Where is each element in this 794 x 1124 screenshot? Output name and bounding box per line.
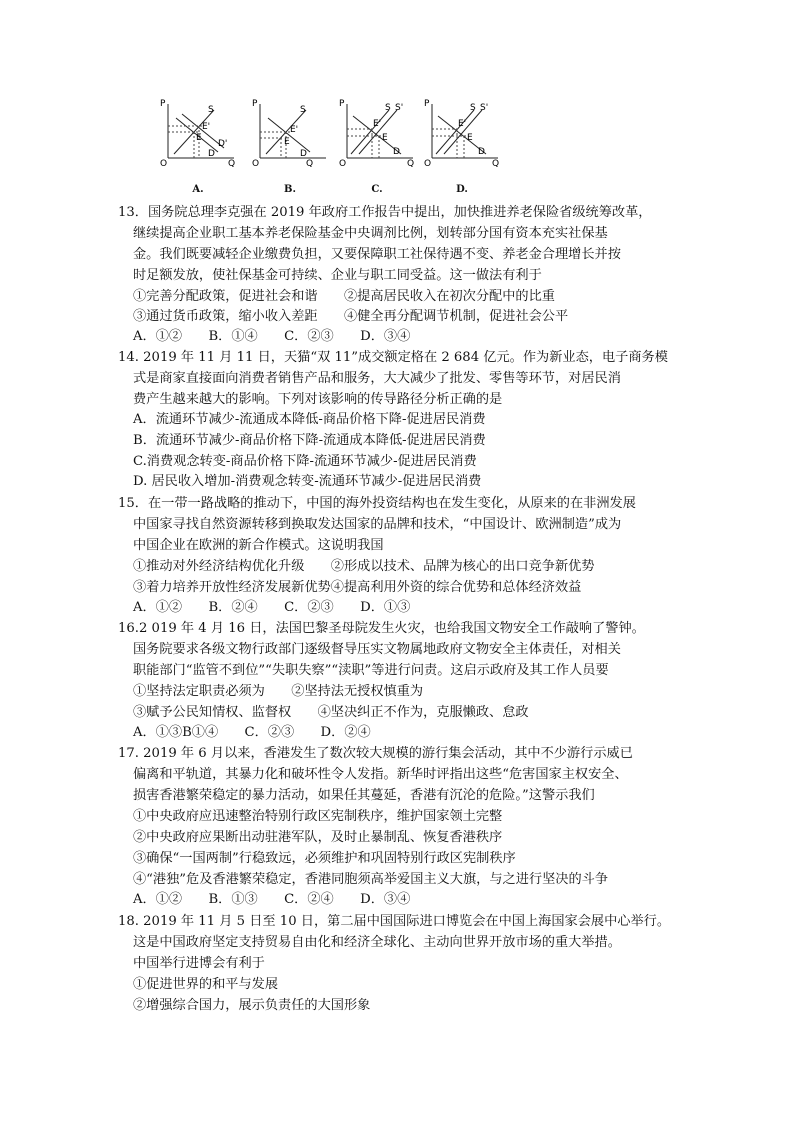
graph-d: [422, 96, 502, 196]
q13-line-3: 金。我们既要减轻企业缴费负担，又要保障职工社保待遇不变、养老金合理增长并按: [133, 247, 621, 262]
point-e-label: E: [467, 133, 473, 143]
q17-option-3: ③确保“一国两制”行稳致远，必须维护和巩固特别行政区宪制秩序: [133, 851, 516, 866]
point-e2-label: E': [458, 119, 467, 129]
demand-label: D: [393, 147, 400, 157]
q18-line-2: 这是中国政府坚定支持贸易自由化和经济全球化、主动向世界开放市场的重大举措。: [133, 935, 621, 950]
supply-label: S: [300, 105, 306, 115]
q18-line-1: 18. 2019 年 11 月 5 日至 10 日，第二届中国国际进口博览会在中国上海国家会展中心举行。: [118, 914, 671, 929]
q13-answers: A．①② B．①④ C．②③ D．③④: [133, 329, 411, 344]
graph-b-caption: B.: [284, 184, 296, 195]
origin-label: O: [252, 159, 260, 169]
q14-line-1: 14. 2019 年 11 月 11 日，天猫“双 11”成交额定格在 2 684 亿元。作为新业态，电子商务模: [118, 350, 668, 365]
graph-c-caption: C.: [371, 184, 383, 195]
q14-line-3: 费产生越来越大的影响。下列对该影响的传导路径分析正确的是: [133, 392, 503, 407]
q17-answers: A．①② B．①③ C．②④ D．③④: [133, 892, 411, 907]
origin-label: O: [339, 159, 347, 169]
demand2-label: D': [218, 139, 228, 149]
q17-line-1: 17. 2019 年 6 月以来，香港发生了数次较大规模的游行集会活动，其中不少游行示威已: [118, 746, 633, 761]
point-e-label: E: [284, 137, 290, 147]
axis-q-label: Q: [228, 159, 236, 169]
q17-option-4: ④“港独”危及香港繁荣稳定，香港同胞须高举爱国主义大旗，与之进行坚决的斗争: [133, 872, 609, 887]
q15-answers: A．①② B．②④ C．②③ D．①③: [133, 600, 411, 615]
demand-label: D: [478, 147, 485, 157]
axis-p-label: P: [339, 99, 345, 109]
q16-answers: A．①③B①④ C．②③ D．②④: [133, 725, 371, 740]
q13-option-3-4: ③通过货币政策，缩小收入差距 ④健全再分配调节机制，促进社会公平: [133, 309, 569, 324]
supply-label: S: [385, 103, 391, 113]
supply2-label: S': [480, 103, 489, 113]
q17-option-2: ②中央政府应果断出动驻港军队，及时止暴制乱、恢复香港秩序: [133, 830, 503, 845]
q15-line-3: 中国企业在欧洲的新合作模式。这说明我国: [133, 538, 384, 553]
q16-line-1: 16.2 019 年 4 月 16 日，法国巴黎圣母院发生火灾，也给我国文物安全工作敲响了警钟。: [118, 621, 645, 636]
point-e-label: E: [196, 133, 202, 143]
origin-label: O: [160, 159, 168, 169]
q17-line-2: 偏离和平轨道，其暴力化和破坏性令人发指。新华时评指出这些“危害国家主权安全、: [133, 767, 628, 782]
axis-q-label: Q: [306, 159, 314, 169]
supply-label: S: [208, 105, 214, 115]
q18-line-3: 中国举行进博会有利于: [133, 956, 265, 971]
origin-label: O: [424, 159, 432, 169]
axis-q-label: Q: [492, 159, 500, 169]
q15-line-1: 15．在一带一路战略的推动下，中国的海外投资结构也在发生变化，从原来的在非洲发展: [118, 496, 636, 511]
q15-option-1-2: ①推动对外经济结构优化升级 ②形成以技术、品牌为核心的出口竞争新优势: [133, 559, 595, 574]
demand-label: D: [300, 149, 307, 159]
q16-line-3: 职能部门“监管不到位”“失职失察”“渎职”等进行问责。这启示政府及其工作人员要: [133, 663, 609, 678]
supply2-label: S': [395, 103, 404, 113]
q17-line-3: 损害香港繁荣稳定的暴力活动，如果任其蔓延，香港有沉沦的危险。”这警示我们: [133, 788, 595, 803]
graph-a: [158, 96, 238, 196]
axis-p-label: P: [160, 99, 166, 109]
supply-label: S: [470, 103, 476, 113]
point-e2-label: E': [373, 119, 382, 129]
demand-label: D: [208, 149, 215, 159]
point-e-label: E: [382, 133, 388, 143]
axis-p-label: P: [252, 99, 258, 109]
q14-answer-b: B．流通环节减少-商品价格下降-流通成本降低-促进居民消费: [133, 433, 486, 448]
point-e2-label: E': [202, 122, 211, 132]
q14-answer-d: D. 居民收入增加-消费观念转变-流通环节减少-促进居民消费: [133, 474, 482, 489]
q17-option-1: ①中央政府应迅速整治特别行政区宪制秩序，维护国家领土完整: [133, 809, 503, 824]
graph-a-caption: A.: [192, 184, 204, 195]
graph-c: [337, 96, 417, 196]
q13-option-1-2: ①完善分配政策，促进社会和谐 ②提高居民收入在初次分配中的比重: [133, 289, 555, 304]
graph-a-drawing: [158, 96, 238, 186]
graph-c-drawing: [337, 96, 417, 186]
axis-q-label: Q: [407, 159, 415, 169]
q13-line-2: 继续提高企业职工基本养老保险基金中央调剂比例，划转部分国有资本充实社保基: [133, 226, 608, 241]
graph-d-caption: D.: [456, 184, 468, 195]
q14-line-2: 式是商家直接面向消费者销售产品和服务，大大减少了批发、零售等环节，对居民消: [133, 371, 621, 386]
q13-line-4: 时足额发放，使社保基金可持续、企业与职工同受益。这一做法有利于: [133, 268, 542, 283]
q13-line-1: 13．国务院总理李克强在 2019 年政府工作报告中提出，加快推进养老保险省级统筹改革，: [118, 205, 652, 220]
q16-option-1-2: ①坚持法定职责必须为 ②坚持法无授权慎重为: [133, 684, 424, 699]
q18-option-2: ②增强综合国力，展示负责任的大国形象: [133, 998, 371, 1013]
axis-p-label: P: [424, 99, 430, 109]
graph-d-drawing: [422, 96, 502, 186]
point-e2-label: E': [290, 125, 299, 135]
graph-b-drawing: [250, 96, 330, 186]
graph-b: [250, 96, 330, 196]
q16-line-2: 国务院要求各级文物行政部门逐级督导压实文物属地政府文物安全主体责任，对相关: [133, 642, 621, 657]
q16-option-3-4: ③赋予公民知情权、监督权 ④坚决纠正不作为，克服懒政、怠政: [133, 705, 529, 720]
q14-answer-c: C.消费观念转变-商品价格下降-流通环节减少-促进居民消费: [133, 454, 477, 469]
q14-answer-a: A．流通环节减少-流通成本降低-商品价格下降-促进居民消费: [133, 412, 486, 427]
q18-option-1: ①促进世界的和平与发展: [133, 977, 279, 992]
q15-option-3-4: ③着力培养开放性经济发展新优势④提高利用外资的综合优势和总体经济效益: [133, 580, 582, 595]
q15-line-2: 中国家寻找自然资源转移到换取发达国家的品牌和技术，“中国设计、欧洲制造”成为: [133, 517, 622, 532]
